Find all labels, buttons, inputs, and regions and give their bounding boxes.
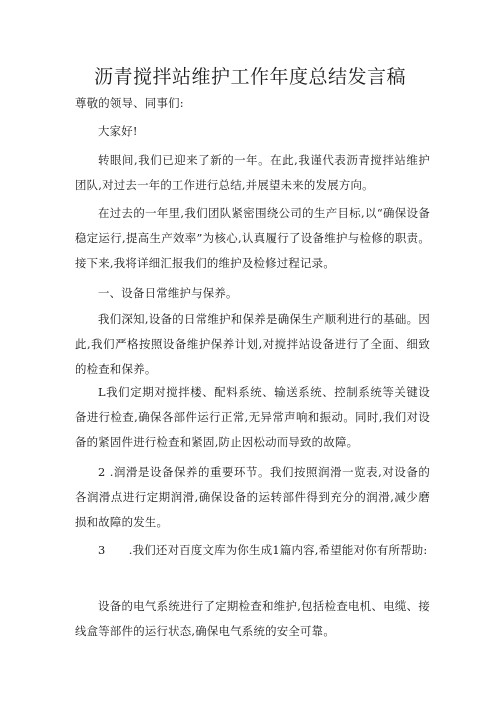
paragraph-overview: 在过去的一年里,我们团队紧密围绕公司的生产目标,以“确保设备稳定运行,提高生产效率”为核心,认真履行了设备维护与检修的职责。接下来,我将详细汇报我们的维护及检修过程记录。 xyxy=(75,206,430,270)
list-item-1: L我们定期对搅拌楼、配料系统、输送系统、控制系统等关键设备进行检查,确保各部件运行正常,无异常声响和振动。同时,我们对设备的紧固件进行检查和紧固,防止因松动而导致的故障。 xyxy=(75,385,430,449)
list-item-2: 2 .润滑是设备保养的重要环节。我们按照润滑一览表,对设备的各润滑点进行定期润滑,确保设备的运转部件得到充分的润滑,减少磨损和故障的发生。 xyxy=(75,465,430,529)
section-heading-daily-maintenance: 一、设备日常维护与保养。 xyxy=(98,286,238,300)
paragraph-intro: 转眼间,我们已迎来了新的一年。在此,我谨代表沥青搅拌站维护团队,对过去一年的工作进行总结,并展望未来的发展方向。 xyxy=(75,153,430,192)
salutation: 大家好! xyxy=(98,124,138,138)
paragraph-maintenance-basis: 我们深知,设备的日常维护和保养是确保生产顺利进行的基础。因此,我们严格按照设备维护保养计划,对搅拌站设备进行了全面、细致的检查和保养。 xyxy=(75,312,430,376)
paragraph-electrical: 设备的电气系统进行了定期检查和维护,包括检查电机、电缆、接线盒等部件的运行状态,确保电气系统的安全可靠。 xyxy=(75,599,430,638)
document-title: 沥青搅拌站维护工作年度总结发言稿 xyxy=(93,66,406,88)
list-item-3: 3 .我们还对百度文库为你生成1篇内容,希望能对你有所帮助: xyxy=(98,543,428,557)
greeting: 尊敬的领导、同事们: xyxy=(75,96,184,110)
